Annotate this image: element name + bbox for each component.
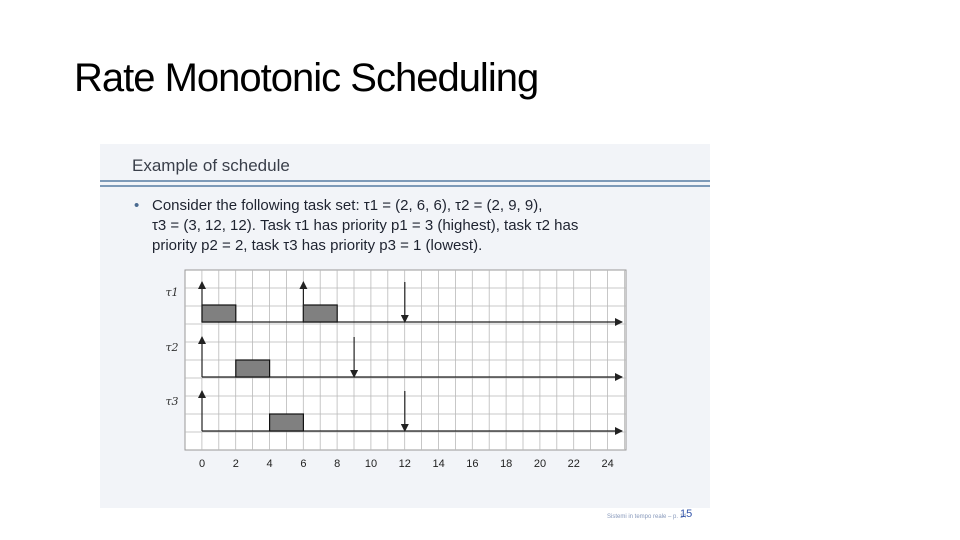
schedule-timeline: [160, 266, 660, 476]
x-tick-label: 20: [533, 458, 547, 470]
bullet-item: [134, 196, 672, 256]
x-tick-label: 16: [466, 458, 479, 470]
x-tick-label: 6: [300, 458, 307, 470]
bullet-dot-icon: •: [134, 197, 140, 214]
bullet-text: Consider the following task set: τ1 = (2, 6, 6), τ2 = (2, 9, 9), τ3 = (3, 12, 12). Task τ1 has priority p1 = 3 (highest), task τ2 has priority p2 = 2, task τ3 has priority p3 = 1 (lowest).: [152, 197, 579, 254]
x-tick-label: 22: [567, 458, 580, 470]
execution-block: [270, 414, 304, 431]
execution-block: [202, 305, 236, 322]
x-tick-label: 8: [334, 458, 341, 470]
page-number: 15: [680, 508, 693, 520]
x-tick-label: 18: [500, 458, 513, 470]
heading-rule: [100, 185, 710, 187]
slide-title: Rate Monotonic Scheduling: [74, 56, 539, 100]
schedule-figure: [100, 144, 710, 508]
x-tick-label: 10: [364, 458, 378, 470]
execution-block: [236, 360, 270, 377]
x-tick-label: 2: [232, 458, 239, 470]
footer-note: Sistemi in tempo reale – p. 14: [607, 514, 687, 520]
figure-heading: Example of schedule: [132, 156, 290, 175]
x-tick-label: 12: [398, 458, 411, 470]
heading-rule: [100, 180, 710, 182]
x-tick-label: 4: [266, 458, 273, 470]
x-tick-label: 14: [432, 458, 445, 470]
execution-block: [303, 305, 337, 322]
x-tick-label: 24: [601, 458, 614, 470]
task-label: τ1: [165, 286, 179, 299]
x-tick-label: 0: [198, 458, 206, 470]
task-label: τ2: [165, 341, 179, 354]
task-label: τ3: [165, 395, 179, 408]
